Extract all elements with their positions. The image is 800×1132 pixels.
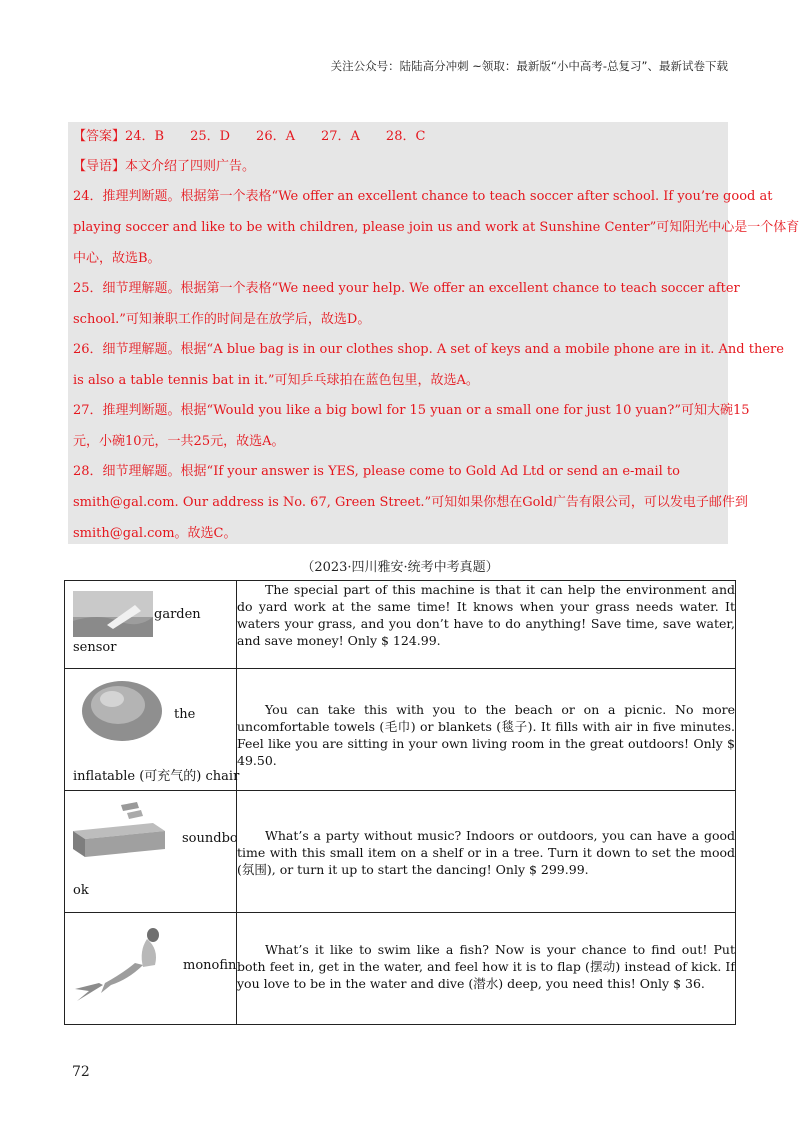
product-label: monofin bbox=[183, 958, 237, 973]
product-description-cell bbox=[237, 913, 736, 1025]
inflatable-chair-image bbox=[77, 675, 167, 743]
product-description: What’s it like to swim like a fish? Now is your chance to find out! Put both feet in, get in the water, and feel how it is to flap (摆动) instead of kick. If you love to be in the water and dive (潜水) deep, you need this! Only $ 36. bbox=[237, 942, 735, 991]
answer-line: is also a table tennis bat in it.”可知乒乓球拍在蓝色包里，故选A。 bbox=[73, 373, 479, 388]
answer-line: 25．细节理解题。根据第一个表格“We need your help. We offer an excellent chance to teach soccer after bbox=[73, 281, 740, 296]
garden-sensor-image bbox=[73, 591, 153, 637]
ads-table bbox=[64, 580, 736, 1025]
question-source: （2023·四川雅安·统考中考真题） bbox=[301, 560, 499, 575]
answer-line: smith@gal.com。故选C。 bbox=[73, 526, 237, 541]
soundbook-image bbox=[71, 801, 167, 859]
page-number: 72 bbox=[72, 1064, 90, 1080]
answer-intro-line: 【导语】本文介绍了四则广告。 bbox=[73, 159, 256, 174]
product-description-cell bbox=[237, 669, 736, 791]
product-cell bbox=[65, 791, 237, 913]
product-cell bbox=[65, 581, 237, 669]
product-cell bbox=[65, 913, 237, 1025]
product-label-cont: sensor bbox=[73, 640, 117, 655]
answer-line: 元，小碗10元，一共25元，故选A。 bbox=[73, 434, 285, 449]
answer-line: 中心，故选B。 bbox=[73, 251, 161, 266]
product-description: What’s a party without music? Indoors or outdoors, you can have a good time with this small item on a shelf or in a tree. Turn it down to set the mood (氛围), or turn it up to start the dancing! Only $ 299.99. bbox=[237, 828, 735, 877]
product-label: soundbo bbox=[182, 831, 238, 846]
table-row bbox=[65, 581, 736, 669]
monofin-image bbox=[73, 921, 173, 1007]
answer-box bbox=[68, 122, 728, 544]
page-header: 关注公众号：陆陆高分冲刺 ~领取：最新版“小中高考-总复习”、最新试卷下载 bbox=[330, 59, 728, 73]
answer-line: 26．细节理解题。根据“A blue bag is in our clothes shop. A set of keys and a mobile phone are in it. And there bbox=[73, 342, 784, 357]
product-description: You can take this with you to the beach or on a picnic. No more uncomfortable towels (毛巾) or blankets (毯子). It fills with air in five minutes. Feel like you are sitting in your own living room in the great outdoors! Only $ 49.50. bbox=[237, 702, 735, 768]
product-label: garden bbox=[154, 607, 201, 622]
product-description: The special part of this machine is that it can help the environment and do yard work at the same time! It knows when your grass needs water. It waters your grass, and you don’t have to do anything! Save time, save water, and save money! Only $ 124.99. bbox=[237, 582, 735, 648]
answer-line: playing soccer and like to be with children, please join us and work at Sunshine Center”可知阳光中心是一个体育 bbox=[73, 220, 800, 235]
table-row bbox=[65, 913, 736, 1025]
answer-key-line: 【答案】24．B 25．D 26．A 27．A 28．C bbox=[73, 129, 426, 144]
table-row bbox=[65, 669, 736, 791]
product-label-cont: ok bbox=[73, 883, 89, 898]
answer-line: 27．推理判断题。根据“Would you like a big bowl for 15 yuan or a small one for just 10 yuan?”可知大碗15 bbox=[73, 403, 750, 418]
answer-line: school.”可知兼职工作的时间是在放学后，故选D。 bbox=[73, 312, 371, 327]
answer-line: 24．推理判断题。根据第一个表格“We offer an excellent chance to teach soccer after school. If you’re good at bbox=[73, 189, 773, 204]
answer-line: smith@gal.com. Our address is No. 67, Green Street.”可知如果你想在Gold广告有限公司，可以发电子邮件到 bbox=[73, 495, 748, 510]
table-row bbox=[65, 791, 736, 913]
product-label: the bbox=[174, 707, 196, 722]
product-label-cont: inflatable (可充气的) chair bbox=[73, 769, 240, 784]
answer-line: 28．细节理解题。根据“If your answer is YES, please come to Gold Ad Ltd or send an e-mail to bbox=[73, 464, 680, 479]
product-cell bbox=[65, 669, 240, 791]
product-description-cell bbox=[237, 581, 736, 669]
product-description-cell bbox=[237, 791, 736, 913]
